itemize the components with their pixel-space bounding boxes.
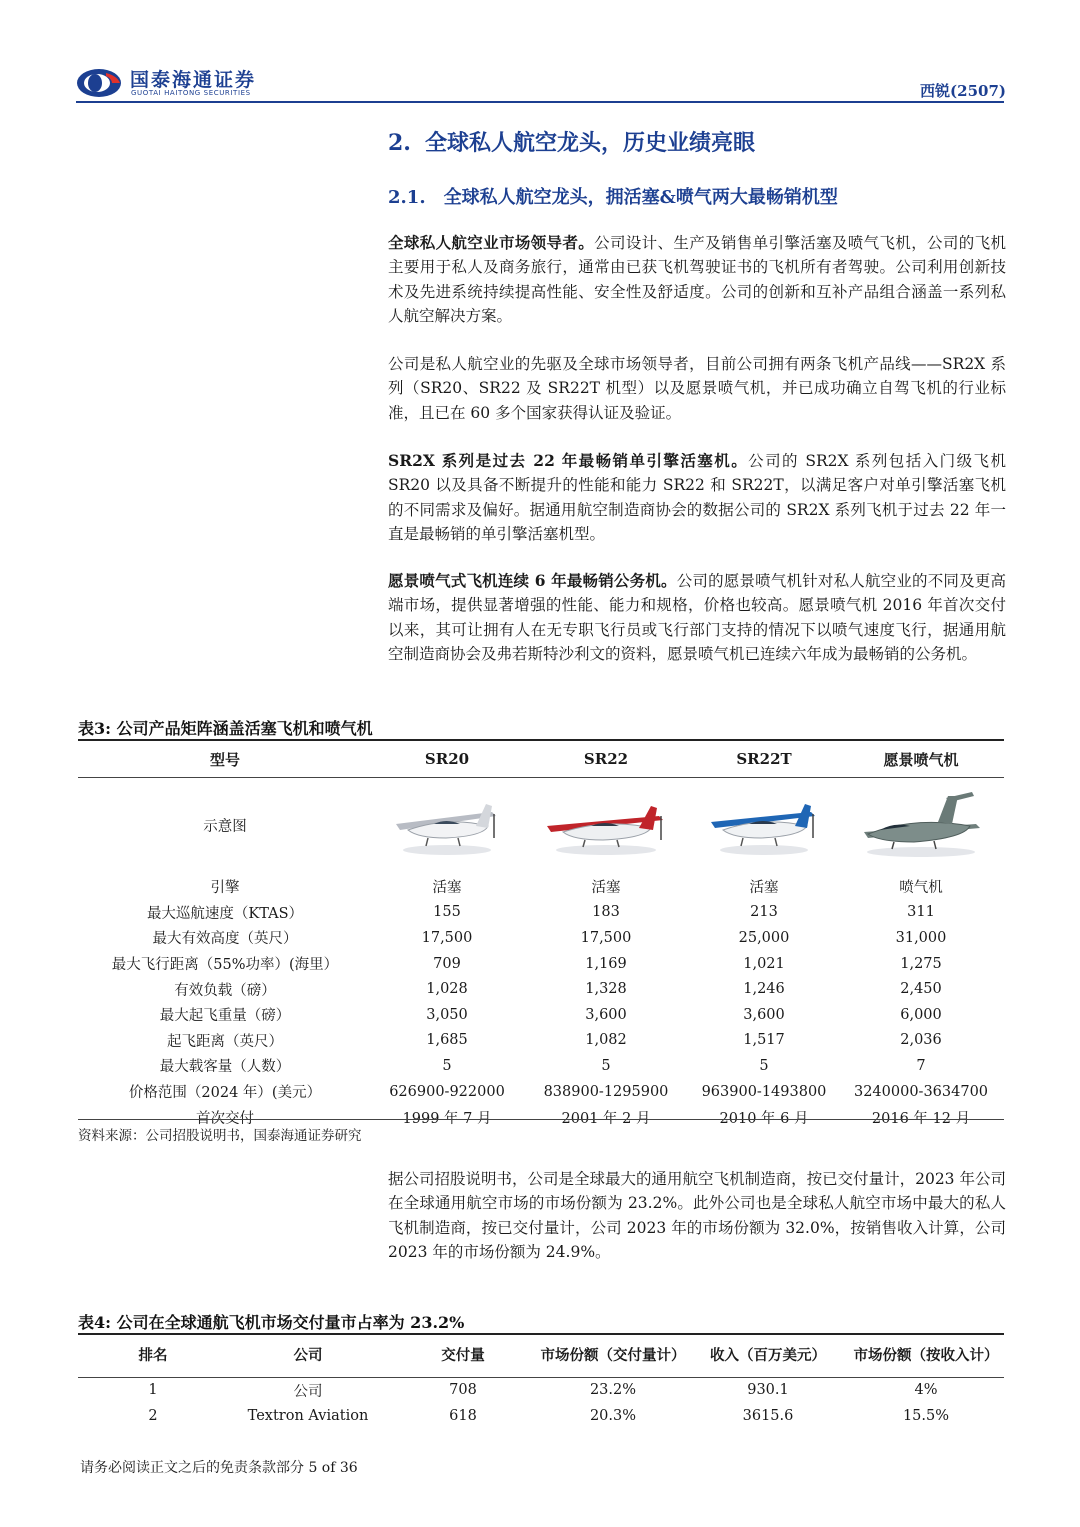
market-share-table [78,1334,1004,1429]
logo-chinese-name: 国泰海通证券 [130,69,257,91]
table-row [78,1377,1004,1403]
paragraph-4 [388,569,1006,666]
report-id: 西锐(2507) [920,82,1006,100]
table-cell: 963900-1493800 [701,1083,827,1100]
header-rank: 排名 [138,1346,168,1364]
prop-plane-icon [388,790,506,860]
subsection-heading [388,183,838,209]
table-cell: 5 [601,1057,611,1074]
table-cell: 15.5% [902,1408,950,1424]
table-cell: 1,685 [426,1032,468,1049]
paragraph-lead: 全球私人航空业市场领导者。 [388,233,595,252]
table-row [78,1079,1004,1105]
table3-source: 资料来源：公司招股说明书，国泰海通证券研究 [78,1128,362,1144]
table-cell: 公司 [293,1383,323,1400]
header-model: 愿景喷气机 [883,750,959,769]
table3-bottom-rule [78,1119,1004,1120]
table-row [78,1053,1004,1079]
table-cell: 2 [148,1408,158,1424]
table-row [78,976,1004,1002]
table-cell: 2016 年 12 月 [871,1110,971,1127]
table-cell: 20.3% [589,1408,637,1424]
row-label: 最大载客量（人数） [159,1059,291,1076]
paragraph-1 [388,231,1006,328]
table-cell: 2,450 [900,981,942,998]
table-cell: 活塞 [591,880,621,897]
table-cell: 1,517 [743,1032,785,1049]
paragraph-text: 公司设计、生产及销售单引擎活塞及喷气飞机，公司的飞机主要用于私人及商务旅行，通常由已获飞机驾驶证书的飞机所有者驾驶。公司利用创新技术及先进系统持续提高性能、安全性及舒适度。公司的创新和互补产品组合涵盖一系列私人航空解决方案。 [388,234,1006,325]
table-cell: 1 [148,1382,158,1398]
row-label: 最大起飞重量（磅） [159,1008,291,1025]
table-cell: 311 [907,904,935,921]
row-label: 最大飞行距离（55%功率）(海里） [111,957,339,974]
row-label: 价格范围（2024 年）(美元） [128,1085,322,1102]
row-label: 最大巡航速度（KTAS） [146,905,304,922]
table-cell: 930.1 [747,1382,789,1398]
table-cell: 5 [442,1057,452,1074]
row-label: 首次交付 [196,1110,254,1127]
row-label: 起飞距离（英尺） [167,1033,283,1050]
table-cell: 活塞 [749,880,779,897]
table-cell: 626900-922000 [389,1083,505,1100]
header-share-deliveries: 市场份额（交付量计） [540,1346,686,1364]
header-share-revenue: 市场份额（按收入计） [853,1346,999,1364]
logo-mark-icon [76,68,122,98]
table4-caption: 表4: 公司在全球通航飞机市场交付量市占率为 23.2% [78,1313,465,1332]
table-cell: 1,082 [585,1032,627,1049]
table-cell: 活塞 [432,880,462,897]
table-cell: 1,021 [743,955,785,972]
table-row [78,951,1004,977]
table-cell: 17,500 [421,929,473,946]
row-label: 最大有效高度（英尺） [152,931,298,948]
table-cell: 1,246 [743,981,785,998]
header-divider [76,101,1004,103]
logo-english-name: GUOTAI HAITONG SECURITIES [131,89,251,97]
table-cell: 5 [759,1057,769,1074]
jet-plane-icon [854,788,988,862]
table-cell: 25,000 [738,929,790,946]
subsection-number: 2.1. [388,187,426,208]
image-row [78,778,1004,872]
market-share-paragraph [388,1167,1006,1264]
table-cell: 708 [449,1382,477,1398]
header-model: SR22T [736,750,792,768]
table-cell: 喷气机 [899,880,943,897]
image-row-label: 示意图 [203,818,247,835]
header-model: SR22 [583,750,629,768]
table-cell: 4% [914,1382,938,1398]
section-title: 全球私人航空龙头，历史业绩亮眼 [424,130,755,156]
row-label: 有效负载（磅） [174,982,276,999]
table-cell: 155 [433,904,461,921]
table-cell: 183 [592,904,620,921]
table-row [78,874,1004,900]
paragraph-text: 公司的 SR2X 系列包括入门级飞机 SR20 以及具备不断提升的性能和能力 SR22 和 SR22T，以满足客户对单引擎活塞飞机的不同需求及偏好。据通用航空制造商协会的数据公司的 SR2X 系列飞机于过去 22 年一直是最畅销的单引擎活塞机型。 [388,452,1006,543]
table-cell: 1,275 [900,955,942,972]
header-model: SR20 [424,750,470,768]
company-logo [76,66,286,102]
plane-image-sr20 [372,778,522,872]
section-number: 2. [388,130,411,156]
paragraph-2 [388,352,1006,425]
table-cell: 7 [916,1057,926,1074]
market-rows [78,1377,1004,1429]
page-footer: 请务必阅读正文之后的免责条款部分 5 of 36 [80,1460,358,1476]
plane-image-vision-jet [838,778,1004,872]
subsection-title: 全球私人航空龙头，拥活塞&喷气两大最畅销机型 [443,187,838,208]
table-cell: Textron Aviation [247,1408,369,1424]
paragraph-text: 公司是私人航空业的先驱及全球市场领导者，目前公司拥有两条飞机产品线——SR2X 系列（SR20、SR22 及 SR22T 机型）以及愿景喷气机，并已成功确立自驾飞机的行业标准，且已在 60 多个国家获得认证及验证。 [388,355,1006,422]
table-cell: 3,600 [743,1006,785,1023]
prop-plane-icon [705,790,823,860]
paragraph-text: 据公司招股说明书，公司是全球最大的通用航空飞机制造商，按已交付量计，2023 年公司在全球通用航空市场的市场份额为 23.2%。此外公司也是全球私人航空市场中最大的私人飞机制造商，按已交付量计，公司 2023 年的市场份额为 32.0%，按销售收入计算，公司 2023 年的市场份额为 24.9%。 [388,1170,1006,1261]
table-row [78,1002,1004,1028]
table-row [78,1028,1004,1054]
table-cell: 213 [750,904,778,921]
section-heading [388,126,755,157]
product-matrix-table [78,740,1004,1130]
table-cell: 23.2% [589,1382,637,1398]
table-cell: 709 [433,955,461,972]
table-cell: 618 [449,1408,477,1424]
table-cell: 6,000 [900,1006,942,1023]
prop-plane-icon [541,790,671,860]
table-cell: 2001 年 2 月 [561,1110,651,1127]
header-deliveries: 交付量 [441,1346,485,1364]
paragraph-lead: 愿景喷气式飞机连续 6 年最畅销公务机。 [388,571,677,590]
table-cell: 3240000-3634700 [853,1083,989,1100]
header-company: 公司 [293,1346,323,1364]
table-cell: 3,600 [585,1006,627,1023]
paragraph-text: 公司的愿景喷气机针对私人航空业的不同及更高端市场，提供显著增强的性能、能力和规格，价格也较高。愿景喷气机 2016 年首次交付以来，其可让拥有人在无专职飞行员或飞行部门支持的情况下以喷气速度飞行，据通用航空制造商协会及弗若斯特沙利文的资料，愿景喷气机已连续六年成为最畅销的公务机。 [388,572,1006,663]
table-cell: 17,500 [580,929,632,946]
table-row [78,1403,1004,1429]
table-cell: 1,028 [426,981,468,998]
table-header-row [78,1334,1004,1377]
table-cell: 31,000 [895,929,947,946]
table-cell: 3615.6 [742,1408,794,1424]
table-row [78,925,1004,951]
table-cell: 1,169 [585,955,627,972]
plane-image-sr22t [690,778,838,872]
table-cell: 1,328 [585,981,627,998]
row-label: 引擎 [210,880,240,897]
table-cell: 2010 年 6 月 [719,1110,809,1127]
paragraph-lead: SR2X 系列是过去 22 年最畅销单引擎活塞机。 [388,451,749,470]
header-revenue: 收入（百万美元） [710,1346,826,1364]
plane-image-sr22 [522,778,690,872]
table-header-row [78,740,1004,778]
table-cell: 838900-1295900 [543,1083,669,1100]
table-cell: 2,036 [900,1032,942,1049]
table-cell: 3,050 [426,1006,468,1023]
spec-rows [78,874,1004,1130]
header-model-label: 型号 [209,750,240,769]
paragraph-3 [388,449,1006,546]
table-cell: 1999 年 7 月 [402,1110,492,1127]
table-row [78,900,1004,926]
table3-caption: 表3: 公司产品矩阵涵盖活塞飞机和喷气机 [78,719,373,738]
